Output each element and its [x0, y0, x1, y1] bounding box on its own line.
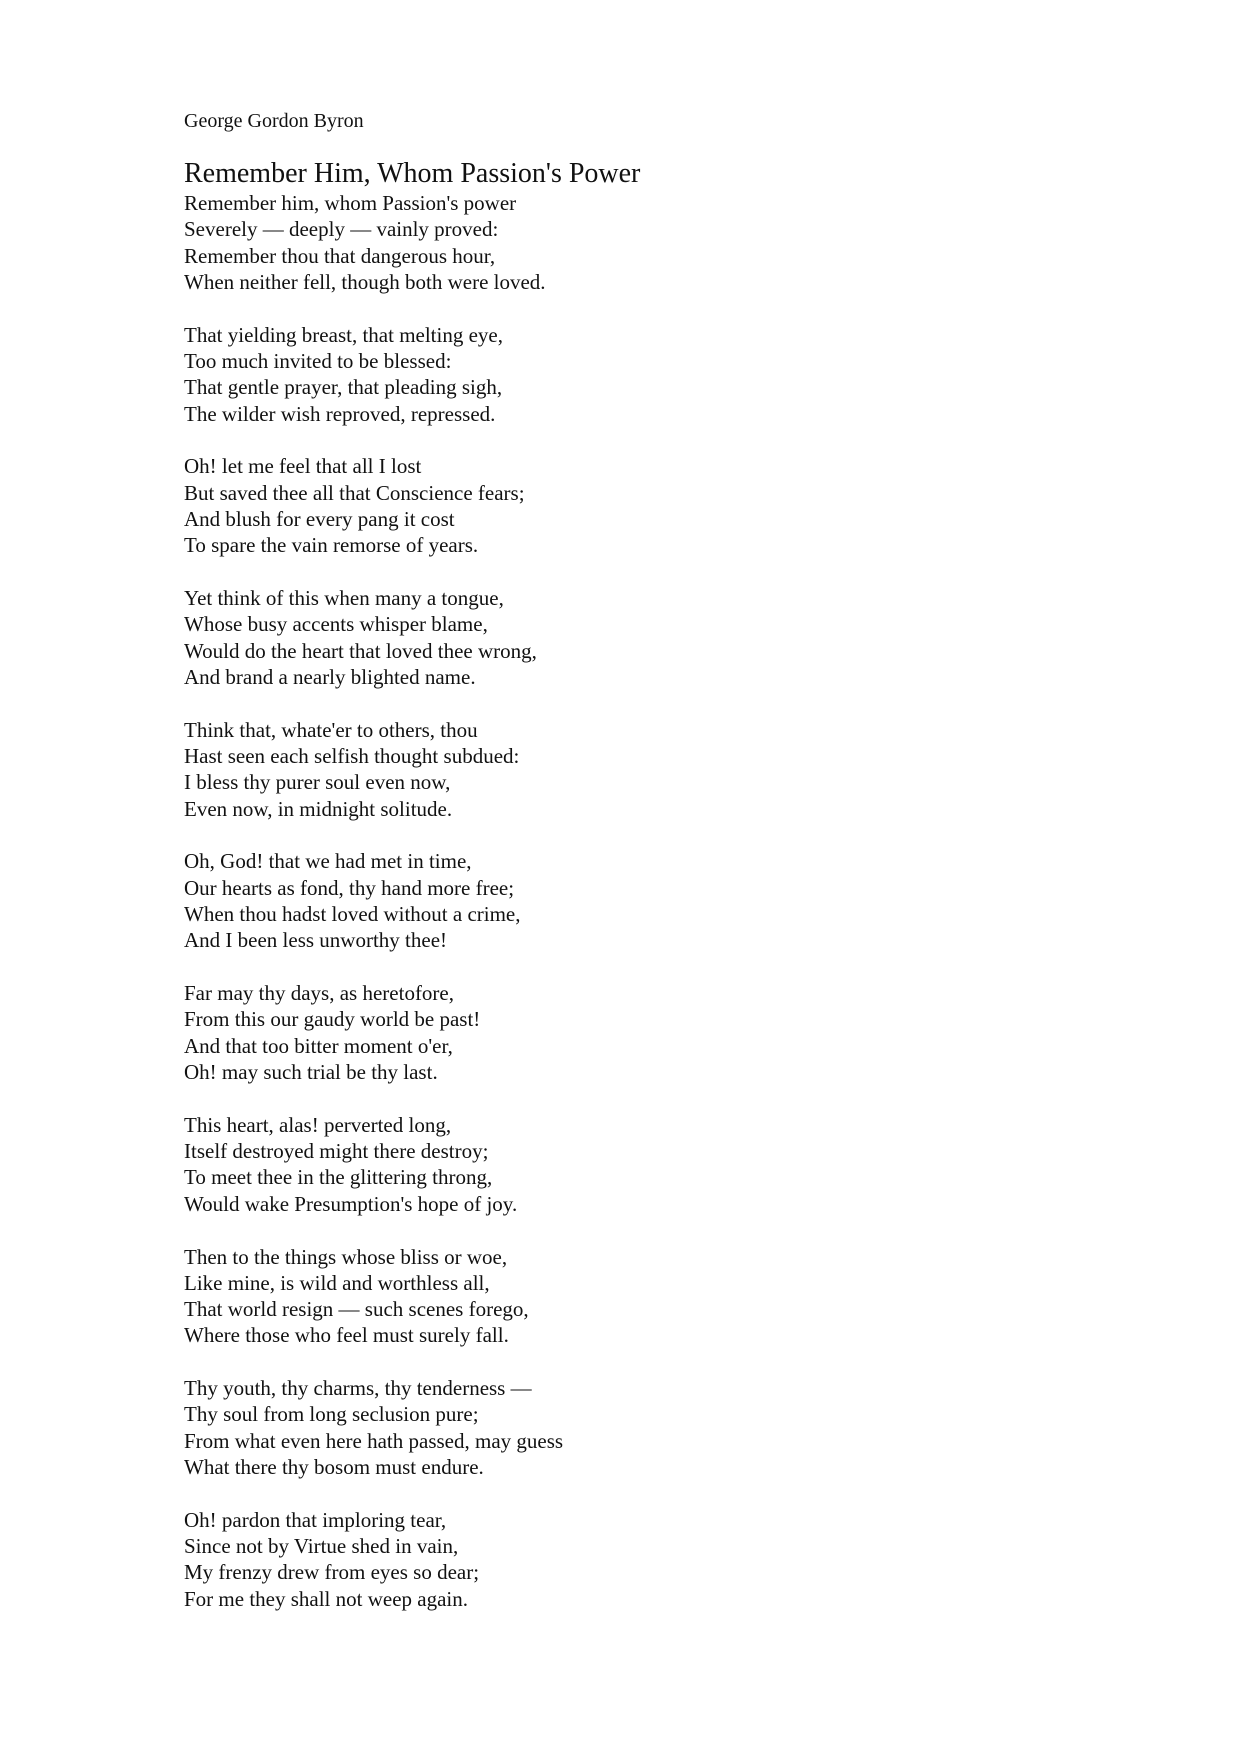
poem-line: That gentle prayer, that pleading sigh, [184, 375, 503, 400]
poem-line: And blush for every pang it cost [184, 506, 455, 531]
poem-line: Thy youth, thy charms, thy tenderness — [184, 1376, 532, 1401]
stanza [184, 1375, 1164, 1480]
poem-line: Thy soul from long seclusion pure; [184, 1402, 479, 1427]
poem-line: Severely — deeply — vainly proved: [184, 217, 499, 242]
poem-line: Oh! pardon that imploring tear, [184, 1507, 447, 1532]
poem-line: Would wake Presumption's hope of joy. [184, 1191, 518, 1216]
stanza [184, 980, 1164, 1085]
poem-line: Where those who feel must surely fall. [184, 1323, 509, 1348]
stanza [184, 585, 1164, 690]
poem-line: The wilder wish reproved, repressed. [184, 401, 496, 426]
poem-line: Too much invited to be blessed: [184, 348, 452, 373]
poem-line: Since not by Virtue shed in vain, [184, 1534, 459, 1559]
poem-line: My frenzy drew from eyes so dear; [184, 1560, 480, 1585]
poem-line: Remember him, whom Passion's power [184, 191, 517, 215]
poem-line: From this our gaudy world be past! [184, 1007, 481, 1032]
poem-line: And I been less unworthy thee! [184, 928, 448, 953]
poem-line: Hast seen each selfish thought subdued: [184, 744, 520, 769]
poem-line: And that too bitter moment o'er, [184, 1033, 453, 1058]
poem-line: Whose busy accents whisper blame, [184, 612, 488, 637]
poem-line: Yet think of this when many a tongue, [184, 586, 504, 611]
poem-line: When thou hadst loved without a crime, [184, 902, 521, 927]
poem-line: To meet thee in the glittering throng, [184, 1165, 493, 1190]
poem-line: Think that, whate'er to others, thou [184, 717, 478, 742]
stanza [184, 190, 1164, 295]
poem-line: Would do the heart that loved thee wrong, [184, 638, 537, 663]
poem-line: But saved thee all that Conscience fears; [184, 480, 525, 505]
stanza [184, 1244, 1164, 1349]
author-name: George Gordon Byron [184, 110, 364, 132]
poem-line: From what even here hath passed, may guess [184, 1428, 564, 1453]
stanza [184, 1507, 1164, 1612]
stanza [184, 848, 1164, 953]
stanza [184, 453, 1164, 558]
poem-line: Oh! may such trial be thy last. [184, 1060, 438, 1085]
poem-line: Then to the things whose bliss or woe, [184, 1244, 508, 1269]
stanza [184, 322, 1164, 427]
poem-line: Itself destroyed might there destroy; [184, 1139, 489, 1164]
poem-title: Remember Him, Whom Passion's Power [184, 158, 641, 189]
poem-line: For me they shall not weep again. [184, 1586, 469, 1611]
poem-line: To spare the vain remorse of years. [184, 533, 479, 558]
stanza [184, 717, 1164, 822]
poem-line: That yielding breast, that melting eye, [184, 322, 503, 347]
poem-line: I bless thy purer soul even now, [184, 770, 451, 795]
poem-line: Remember thou that dangerous hour, [184, 243, 496, 268]
poem-line: That world resign — such scenes forego, [184, 1297, 529, 1322]
poem-line: Oh! let me feel that all I lost [184, 454, 422, 479]
poem-line: Our hearts as fond, thy hand more free; [184, 875, 515, 900]
poem-line: Oh, God! that we had met in time, [184, 849, 472, 874]
stanza [184, 1112, 1164, 1217]
poem-line: Far may thy days, as heretofore, [184, 981, 454, 1006]
poem-line: This heart, alas! perverted long, [184, 1112, 452, 1137]
poem-line: Even now, in midnight solitude. [184, 796, 453, 821]
document-page [184, 108, 1164, 1639]
poem-line: Like mine, is wild and worthless all, [184, 1270, 490, 1295]
poem-body [184, 190, 1164, 1612]
poem-line: What there thy bosom must endure. [184, 1455, 484, 1480]
poem-line: When neither fell, though both were loved. [184, 269, 546, 294]
poem-line: And brand a nearly blighted name. [184, 664, 476, 689]
